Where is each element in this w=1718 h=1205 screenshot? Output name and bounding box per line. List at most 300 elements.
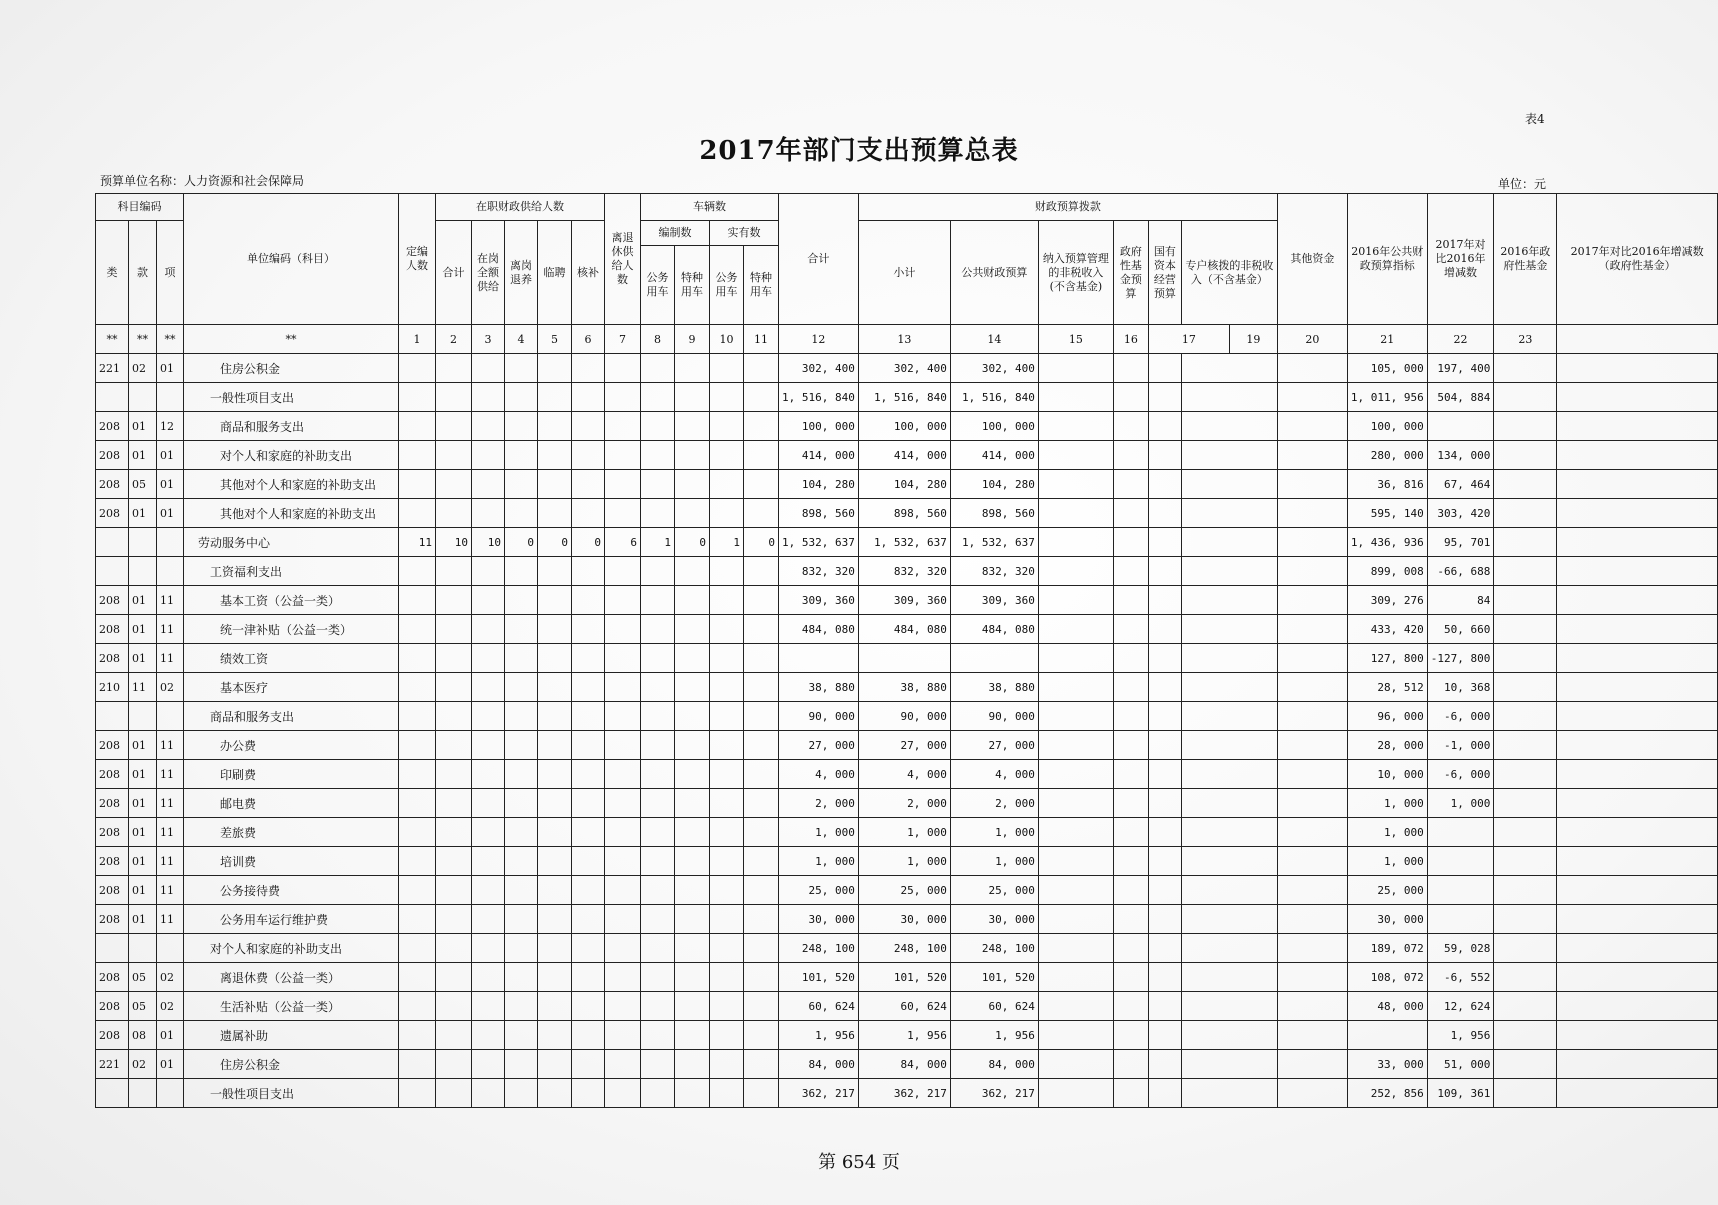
cell-c12: 1, 000: [779, 818, 859, 847]
cell-c22: [1494, 847, 1557, 876]
cell-c19: [1277, 354, 1347, 383]
cell-c16: [1113, 731, 1148, 760]
cell-p1: [399, 412, 436, 441]
cell-c21: 1, 000: [1427, 789, 1494, 818]
cell-c14: 104, 280: [950, 470, 1038, 499]
cell-p6: [572, 818, 605, 847]
cell-c21: 50, 660: [1427, 615, 1494, 644]
page-title: 2017年部门支出预算总表: [699, 136, 1019, 166]
cell-p9: [675, 615, 710, 644]
cell-p3: [472, 876, 505, 905]
cell-c20: 127, 800: [1347, 644, 1427, 673]
subject-code-lei: [96, 934, 129, 963]
table-row: [96, 731, 1718, 760]
item-name: 住房公积金: [184, 1050, 399, 1079]
cell-c15: [1038, 615, 1113, 644]
subject-code-xiang: 01: [157, 499, 184, 528]
cell-p1: [399, 992, 436, 1021]
cell-c12: 101, 520: [779, 963, 859, 992]
cell-p4: [505, 702, 538, 731]
cell-c18: [1181, 528, 1277, 557]
cell-p6: [572, 441, 605, 470]
cell-p3: [472, 499, 505, 528]
cell-c19: [1277, 1079, 1347, 1108]
cell-c21: -6, 000: [1427, 760, 1494, 789]
cell-c16: [1113, 557, 1148, 586]
cell-c21: 504, 884: [1427, 383, 1494, 412]
cell-p6: [572, 557, 605, 586]
header-gov-fund: 政府性基金预算: [1113, 221, 1148, 325]
cell-c13: 414, 000: [858, 441, 950, 470]
cell-p2: [436, 557, 472, 586]
cell-c16: [1113, 412, 1148, 441]
cell-p9: [675, 557, 710, 586]
header-special-nontax: 专户核拨的非税收入（不含基金）: [1181, 221, 1277, 325]
cell-p1: 11: [399, 528, 436, 557]
cell-p3: [472, 383, 505, 412]
cell-c12: 104, 280: [779, 470, 859, 499]
table-row: [96, 586, 1718, 615]
subject-code-xiang: 02: [157, 992, 184, 1021]
cell-c14: 362, 217: [950, 1079, 1038, 1108]
cell-c17: [1148, 1050, 1181, 1079]
cell-c20: 48, 000: [1347, 992, 1427, 1021]
cell-p9: [675, 412, 710, 441]
cell-p1: [399, 847, 436, 876]
cell-c22: [1494, 789, 1557, 818]
cell-p2: [436, 673, 472, 702]
cell-c18: [1181, 441, 1277, 470]
cell-c23: [1557, 499, 1718, 528]
cell-p6: [572, 586, 605, 615]
cell-c17: [1148, 528, 1181, 557]
header-total-people: 合计: [436, 221, 472, 325]
subject-code-kuan: 01: [129, 441, 157, 470]
cell-c23: [1557, 905, 1718, 934]
item-name: 基本工资（公益一类）: [184, 586, 399, 615]
cell-c14: 27, 000: [950, 731, 1038, 760]
cell-p7: [605, 1021, 641, 1050]
cell-c15: [1038, 557, 1113, 586]
cell-p4: [505, 905, 538, 934]
cell-p3: [472, 818, 505, 847]
cell-c12: 90, 000: [779, 702, 859, 731]
table-row: [96, 789, 1718, 818]
cell-p2: [436, 1021, 472, 1050]
subject-code-lei: 208: [96, 412, 129, 441]
cell-p6: 0: [572, 528, 605, 557]
cell-p5: [538, 1050, 572, 1079]
cell-p1: [399, 557, 436, 586]
cell-c20: 10, 000: [1347, 760, 1427, 789]
cell-p10: [710, 992, 744, 1021]
column-number: **: [96, 325, 129, 354]
cell-c14: 1, 516, 840: [950, 383, 1038, 412]
cell-c18: [1181, 673, 1277, 702]
cell-c16: [1113, 354, 1148, 383]
cell-c16: [1113, 876, 1148, 905]
cell-p8: [641, 992, 675, 1021]
column-number: 17: [1148, 325, 1229, 354]
cell-c21: -127, 800: [1427, 644, 1494, 673]
cell-p11: [744, 789, 779, 818]
cell-c18: [1181, 1021, 1277, 1050]
cell-p2: [436, 586, 472, 615]
cell-c19: [1277, 528, 1347, 557]
table-row: [96, 1079, 1718, 1108]
subject-code-lei: [96, 557, 129, 586]
cell-c18: [1181, 702, 1277, 731]
cell-c15: [1038, 1021, 1113, 1050]
subject-code-lei: 208: [96, 615, 129, 644]
cell-c14: 302, 400: [950, 354, 1038, 383]
cell-p5: [538, 441, 572, 470]
cell-p8: [641, 383, 675, 412]
cell-c16: [1113, 760, 1148, 789]
cell-p10: [710, 615, 744, 644]
cell-p5: 0: [538, 528, 572, 557]
cell-p6: [572, 992, 605, 1021]
cell-p11: [744, 1050, 779, 1079]
cell-c17: [1148, 992, 1181, 1021]
cell-p5: [538, 760, 572, 789]
cell-c15: [1038, 673, 1113, 702]
cell-p7: [605, 586, 641, 615]
cell-p10: [710, 383, 744, 412]
item-name: 统一津补贴（公益一类）: [184, 615, 399, 644]
item-name: 住房公积金: [184, 354, 399, 383]
cell-p2: [436, 383, 472, 412]
table-row: [96, 383, 1718, 412]
cell-c17: [1148, 615, 1181, 644]
subject-code-kuan: 01: [129, 905, 157, 934]
cell-p4: [505, 354, 538, 383]
cell-p3: [472, 586, 505, 615]
cell-p4: [505, 934, 538, 963]
cell-c20: 252, 856: [1347, 1079, 1427, 1108]
item-name: 绩效工资: [184, 644, 399, 673]
column-number: 15: [1038, 325, 1113, 354]
cell-p1: [399, 789, 436, 818]
subject-code-lei: [96, 383, 129, 412]
header-official-car: 公务用车: [641, 246, 675, 325]
subject-code-kuan: 01: [129, 818, 157, 847]
cell-p6: [572, 760, 605, 789]
subject-code-lei: 208: [96, 1021, 129, 1050]
subject-code-xiang: 11: [157, 760, 184, 789]
subject-code-lei: 208: [96, 499, 129, 528]
cell-c18: [1181, 499, 1277, 528]
table-row: [96, 934, 1718, 963]
cell-c15: [1038, 441, 1113, 470]
subject-code-xiang: 02: [157, 963, 184, 992]
cell-p4: [505, 470, 538, 499]
cell-p8: [641, 673, 675, 702]
item-name: 遗属补助: [184, 1021, 399, 1050]
cell-p10: [710, 702, 744, 731]
cell-p7: [605, 615, 641, 644]
cell-c20: 433, 420: [1347, 615, 1427, 644]
cell-p6: [572, 412, 605, 441]
cell-p1: [399, 934, 436, 963]
item-name: 一般性项目支出: [184, 383, 399, 412]
cell-p1: [399, 673, 436, 702]
table-row: [96, 876, 1718, 905]
cell-c21: 67, 464: [1427, 470, 1494, 499]
header-special-car: 特种用车: [675, 246, 710, 325]
cell-c14: 100, 000: [950, 412, 1038, 441]
subject-code-lei: [96, 1079, 129, 1108]
cell-c18: [1181, 847, 1277, 876]
subject-code-xiang: 01: [157, 354, 184, 383]
cell-p3: [472, 557, 505, 586]
item-name: 一般性项目支出: [184, 1079, 399, 1108]
cell-p9: [675, 905, 710, 934]
cell-c12: 30, 000: [779, 905, 859, 934]
cell-p11: [744, 760, 779, 789]
cell-p5: [538, 702, 572, 731]
cell-c22: [1494, 499, 1557, 528]
subject-code-xiang: 11: [157, 789, 184, 818]
cell-c12: 1, 532, 637: [779, 528, 859, 557]
cell-c13: 302, 400: [858, 354, 950, 383]
cell-p11: 0: [744, 528, 779, 557]
item-name: 劳动服务中心: [184, 528, 399, 557]
cell-c19: [1277, 586, 1347, 615]
cell-p6: [572, 963, 605, 992]
cell-p9: 0: [675, 528, 710, 557]
cell-c23: [1557, 644, 1718, 673]
cell-p7: [605, 383, 641, 412]
cell-p4: [505, 441, 538, 470]
cell-c23: [1557, 470, 1718, 499]
cell-p3: [472, 702, 505, 731]
cell-c12: 4, 000: [779, 760, 859, 789]
subject-code-kuan: 01: [129, 789, 157, 818]
cell-p3: [472, 789, 505, 818]
cell-c22: [1494, 586, 1557, 615]
cell-c23: [1557, 586, 1718, 615]
cell-c18: [1181, 470, 1277, 499]
cell-p11: [744, 934, 779, 963]
cell-p10: [710, 818, 744, 847]
cell-c18: [1181, 354, 1277, 383]
cell-p7: [605, 702, 641, 731]
cell-p6: [572, 470, 605, 499]
cell-p10: [710, 586, 744, 615]
cell-c20: 100, 000: [1347, 412, 1427, 441]
cell-p11: [744, 557, 779, 586]
page-number: 第 654 页: [818, 1152, 900, 1173]
cell-c17: [1148, 586, 1181, 615]
cell-p5: [538, 1079, 572, 1108]
cell-c18: [1181, 586, 1277, 615]
cell-p11: [744, 1021, 779, 1050]
item-name: 公务接待费: [184, 876, 399, 905]
cell-c22: [1494, 354, 1557, 383]
table-row: [96, 760, 1718, 789]
cell-c12: 898, 560: [779, 499, 859, 528]
cell-p2: [436, 1050, 472, 1079]
subject-code-xiang: 01: [157, 441, 184, 470]
cell-p7: [605, 470, 641, 499]
cell-c23: [1557, 876, 1718, 905]
cell-c14: 1, 956: [950, 1021, 1038, 1050]
table-row: [96, 818, 1718, 847]
cell-c23: [1557, 441, 1718, 470]
cell-p3: [472, 644, 505, 673]
cell-p4: [505, 760, 538, 789]
header-official-car-actual: 公务用车: [710, 246, 744, 325]
cell-c20: 1, 436, 936: [1347, 528, 1427, 557]
cell-c21: 84: [1427, 586, 1494, 615]
cell-p10: [710, 412, 744, 441]
cell-c14: 84, 000: [950, 1050, 1038, 1079]
cell-p5: [538, 470, 572, 499]
cell-c23: [1557, 847, 1718, 876]
cell-p11: [744, 876, 779, 905]
subject-code-xiang: 11: [157, 586, 184, 615]
cell-p4: [505, 1021, 538, 1050]
header-other-funds: 其他资金: [1277, 194, 1347, 325]
cell-p4: [505, 1050, 538, 1079]
cell-p3: [472, 615, 505, 644]
cell-p10: [710, 1050, 744, 1079]
cell-p2: [436, 818, 472, 847]
cell-c16: [1113, 586, 1148, 615]
cell-c19: [1277, 818, 1347, 847]
cell-p10: [710, 557, 744, 586]
header-total: 合计: [779, 194, 859, 325]
cell-c19: [1277, 963, 1347, 992]
cell-c18: [1181, 1079, 1277, 1108]
cell-p11: [744, 963, 779, 992]
cell-c17: [1148, 702, 1181, 731]
cell-p8: [641, 499, 675, 528]
column-number: 2: [436, 325, 472, 354]
subject-code-lei: 208: [96, 963, 129, 992]
cell-c13: 60, 624: [858, 992, 950, 1021]
cell-c15: [1038, 847, 1113, 876]
cell-c19: [1277, 499, 1347, 528]
cell-p6: [572, 876, 605, 905]
table-row: [96, 528, 1718, 557]
cell-c15: [1038, 702, 1113, 731]
cell-c20: 96, 000: [1347, 702, 1427, 731]
header-kuan: 款: [129, 221, 157, 325]
cell-p8: [641, 789, 675, 818]
cell-p8: [641, 1021, 675, 1050]
cell-c13: 1, 532, 637: [858, 528, 950, 557]
cell-p3: [472, 992, 505, 1021]
cell-c18: [1181, 1050, 1277, 1079]
cell-p3: 10: [472, 528, 505, 557]
cell-p10: [710, 499, 744, 528]
subject-code-xiang: 02: [157, 673, 184, 702]
cell-c14: [950, 644, 1038, 673]
cell-c13: 2, 000: [858, 789, 950, 818]
column-number: 20: [1277, 325, 1347, 354]
cell-c16: [1113, 499, 1148, 528]
cell-p9: [675, 934, 710, 963]
cell-p4: 0: [505, 528, 538, 557]
cell-p11: [744, 731, 779, 760]
subject-code-xiang: 01: [157, 1050, 184, 1079]
cell-c13: 1, 000: [858, 818, 950, 847]
cell-c13: 309, 360: [858, 586, 950, 615]
cell-c20: 280, 000: [1347, 441, 1427, 470]
cell-p4: [505, 847, 538, 876]
cell-p11: [744, 499, 779, 528]
cell-p9: [675, 586, 710, 615]
header-actual-group: 实有数: [710, 221, 779, 246]
subject-code-xiang: 11: [157, 731, 184, 760]
cell-c19: [1277, 1021, 1347, 1050]
cell-c15: [1038, 1050, 1113, 1079]
cell-p9: [675, 992, 710, 1021]
cell-c17: [1148, 441, 1181, 470]
cell-p11: [744, 818, 779, 847]
cell-c21: 303, 420: [1427, 499, 1494, 528]
cell-c21: [1427, 905, 1494, 934]
cell-c19: [1277, 412, 1347, 441]
cell-p7: [605, 760, 641, 789]
subject-code-lei: 208: [96, 847, 129, 876]
cell-c13: 4, 000: [858, 760, 950, 789]
subject-code-lei: 208: [96, 731, 129, 760]
cell-c23: [1557, 1021, 1718, 1050]
cell-c13: 362, 217: [858, 1079, 950, 1108]
cell-p1: [399, 354, 436, 383]
cell-c23: [1557, 731, 1718, 760]
cell-p11: [744, 615, 779, 644]
item-name: 差旅费: [184, 818, 399, 847]
cell-p9: [675, 644, 710, 673]
subject-code-lei: 221: [96, 354, 129, 383]
item-name: 商品和服务支出: [184, 702, 399, 731]
cell-c13: 38, 880: [858, 673, 950, 702]
subject-code-kuan: [129, 383, 157, 412]
cell-p3: [472, 412, 505, 441]
cell-c17: [1148, 760, 1181, 789]
cell-p9: [675, 760, 710, 789]
cell-p5: [538, 644, 572, 673]
cell-c18: [1181, 644, 1277, 673]
cell-p5: [538, 557, 572, 586]
cell-c22: [1494, 644, 1557, 673]
subject-code-kuan: 11: [129, 673, 157, 702]
cell-p11: [744, 702, 779, 731]
header-retired-people: 离退休供给人数: [605, 194, 641, 325]
subject-code-kuan: 05: [129, 963, 157, 992]
cell-c19: [1277, 847, 1347, 876]
cell-p2: [436, 847, 472, 876]
cell-c17: [1148, 876, 1181, 905]
cell-p7: 6: [605, 528, 641, 557]
cell-c12: 25, 000: [779, 876, 859, 905]
cell-c19: [1277, 876, 1347, 905]
cell-c13: 100, 000: [858, 412, 950, 441]
subject-code-xiang: [157, 383, 184, 412]
cell-p2: [436, 441, 472, 470]
column-number: 1: [399, 325, 436, 354]
cell-c23: [1557, 760, 1718, 789]
column-number: 7: [605, 325, 641, 354]
cell-p2: [436, 1079, 472, 1108]
header-change-2017: 2017年对比2016年增减数: [1427, 194, 1494, 325]
cell-p1: [399, 760, 436, 789]
cell-c12: [779, 644, 859, 673]
